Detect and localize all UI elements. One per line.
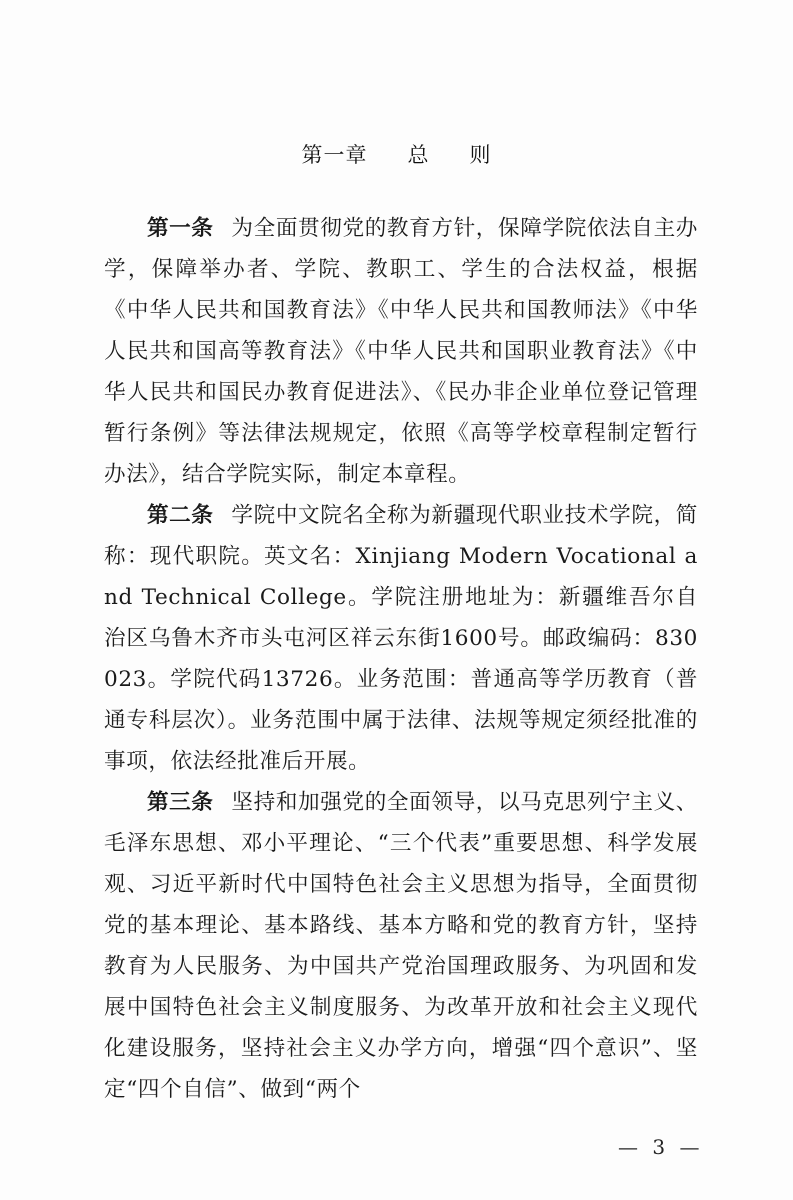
chapter-name-part2: 则 xyxy=(469,143,492,167)
chapter-number: 第一章 xyxy=(301,143,368,167)
document-body xyxy=(104,208,698,1110)
article-1 xyxy=(104,208,698,495)
article-label: 第三条 xyxy=(147,790,214,815)
article-3 xyxy=(104,782,698,1110)
article-label: 第二条 xyxy=(147,503,214,528)
article-text: 学院中文院名全称为新疆现代职业技术学院，简称：现代职院。英文名：Xinjiang Modern Vocational and Technical College。学院注册地址为：新疆维吾尔自治区乌鲁木齐市头屯河区祥云东街1600号。邮政编码：830023。学院代码13726。业务范围：普通高等学历教育（普通专科层次）。业务范围中属于法律、法规等规定须经批准的事项，依法经批准后开展。 xyxy=(104,503,698,774)
chapter-name-part1: 总 xyxy=(407,143,430,167)
article-2 xyxy=(104,495,698,782)
chapter-title xyxy=(0,141,793,169)
page-number: — 3 — xyxy=(618,1135,704,1159)
article-text: 坚持和加强党的全面领导，以马克思列宁主义、毛泽东思想、邓小平理论、“三个代表”重要思想、科学发展观、习近平新时代中国特色社会主义思想为指导，全面贯彻党的基本理论、基本路线、基本方略和党的教育方针，坚持教育为人民服务、为中国共产党治国理政服务、为巩固和发展中国特色社会主义制度服务、为改革开放和社会主义现代化建设服务，坚持社会主义办学方向，增强“四个意识”、坚定“四个自信”、做到“两个 xyxy=(104,790,698,1102)
article-text: 为全面贯彻党的教育方针，保障学院依法自主办学，保障举办者、学院、教职工、学生的合法权益，根据《中华人民共和国教育法》《中华人民共和国教师法》《中华人民共和国高等教育法》《中华人民共和国职业教育法》《中华人民共和国民办教育促进法》、《民办非企业单位登记管理暂行条例》等法律法规规定，依照《高等学校章程制定暂行办法》，结合学院实际，制定本章程。 xyxy=(104,216,698,487)
article-label: 第一条 xyxy=(147,216,214,241)
